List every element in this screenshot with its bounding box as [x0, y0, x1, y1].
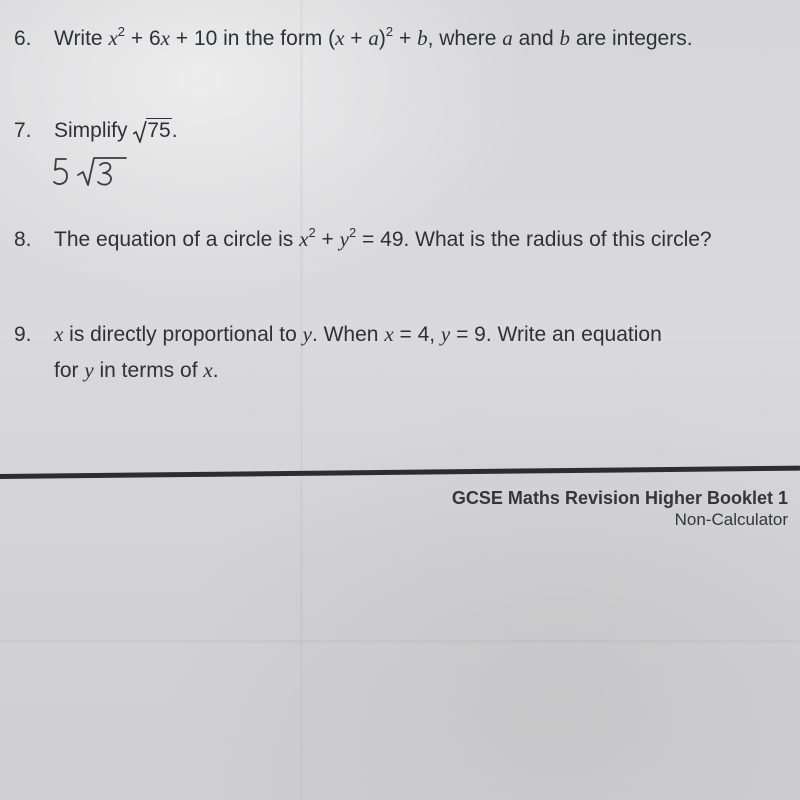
square-root-expression [133, 115, 171, 147]
question-8 [14, 217, 712, 256]
paper-crease [0, 640, 800, 643]
question-number: 8. [14, 228, 32, 251]
question-text: Simplify [54, 119, 134, 142]
question-7: 7. Simplify 75. [14, 115, 178, 147]
question-6 [14, 16, 693, 55]
footer-divider [0, 466, 800, 479]
question-9 [14, 318, 662, 351]
booklet-subtitle: Non-Calculator [674, 510, 788, 529]
question-number: 7. [14, 119, 32, 142]
handwritten-answer [52, 155, 142, 191]
radical-sign-icon [133, 121, 147, 143]
question-number: 9. [14, 323, 32, 346]
question-text: The equation of a circle is $x^2 + y^2 = 49$. What is the radius of this circle? [54, 225, 712, 251]
paper-crease [300, 0, 303, 800]
radicand: 75 [147, 119, 171, 142]
booklet-title: GCSE Maths Revision Higher Booklet 1 [451, 488, 788, 508]
question-text: Write $x^2 + 6x + 10$ in the form $(x + a)^2 + b$, where a and b are integers. [54, 24, 693, 50]
question-number: 6. [14, 27, 32, 50]
question-9-continued [54, 354, 219, 387]
question-text-line-1: x is directly proportional to y. When x = 4, y = 9. Write an equation [54, 322, 662, 346]
question-text-line-2: for y in terms of x. [54, 358, 219, 382]
